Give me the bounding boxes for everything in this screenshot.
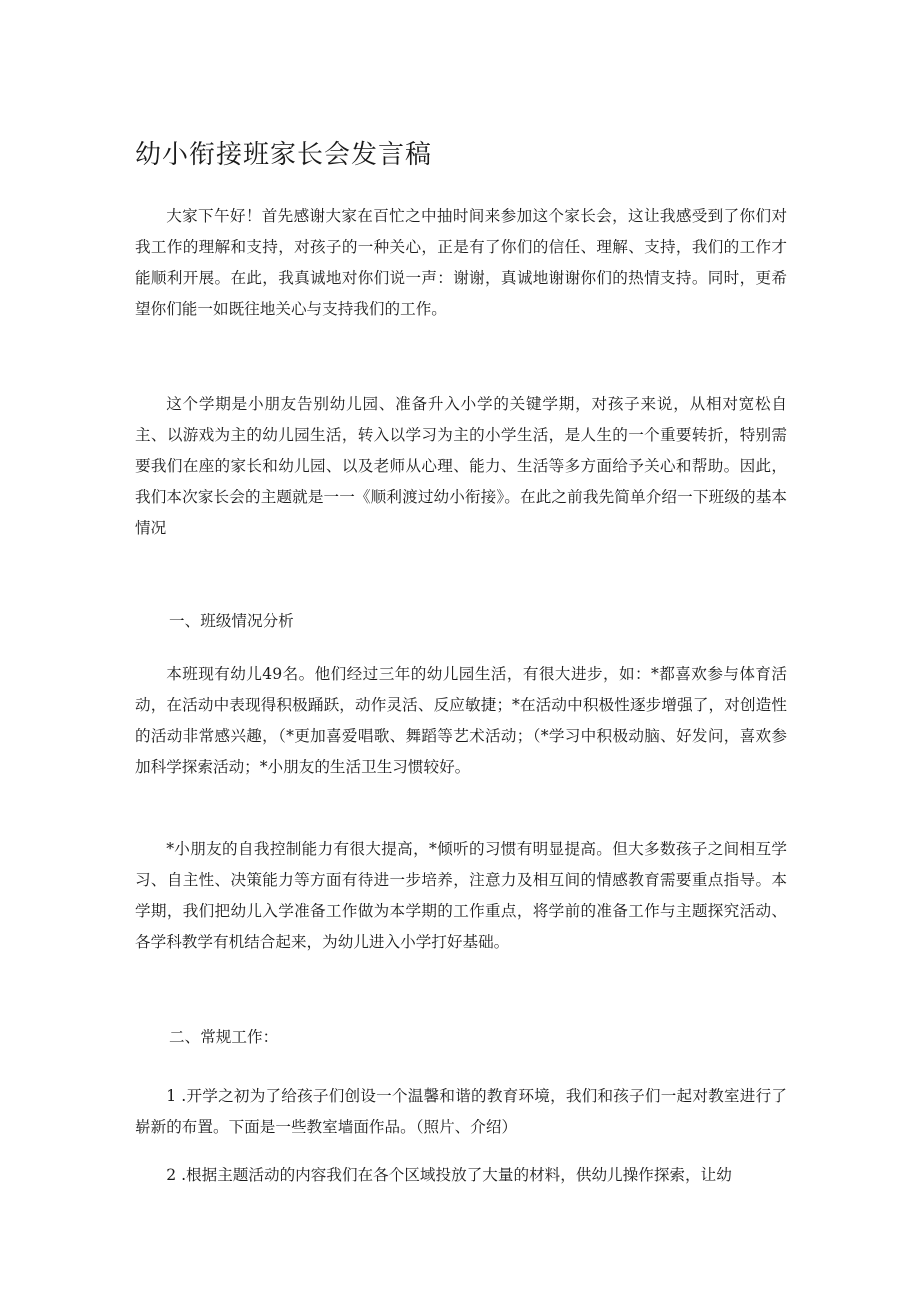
section-heading-class-analysis: 一、班级情况分析 bbox=[169, 612, 294, 630]
paragraph-item-2: 2 .根据主题活动的内容我们在各个区域投放了大量的材料，供幼儿操作探索，让幼 bbox=[166, 1166, 732, 1184]
paragraph-class-progress: 本班现有幼儿49名。他们经过三年的幼儿园生活，有很大进步，如：*都喜欢参与体育活动，在活动中表现得积极踊跃，动作灵活、反应敏捷；*在活动中积极性逐步增强了，对创造性的活动非常感兴趣，（*更加喜爱唱歌、舞蹈等艺术活动；（*学习中积极动脑、好发问，喜欢参加科学探索活动；*小朋友的生活卫生习惯较好。 bbox=[135, 665, 787, 776]
paragraph-semester-intro: 这个学期是小朋友告别幼儿园、准备升入小学的关键学期，对孩子来说，从相对宽松自主、以游戏为主的幼儿园生活，转入以学习为主的小学生活，是人生的一个重要转折，特别需要我们在座的家长和幼儿园、以及老师从心理、能力、生活等多方面给予关心和帮助。因此，我们本次家长会的主题就是一一《顺利渡过幼小衔接》。在此之前我先简单介绍一下班级的基本情况 bbox=[135, 395, 787, 537]
paragraph-greeting: 大家下午好！首先感谢大家在百忙之中抽时间来参加这个家长会，这让我感受到了你们对我工作的理解和支持，对孩子的一种关心，正是有了你们的信任、理解、支持，我们的工作才能顺利开展。在此，我真诚地对你们说一声：谢谢，真诚地谢谢你们的热情支持。同时，更希望你们能一如既往地关心与支持我们的工作。 bbox=[135, 207, 787, 318]
document-title: 幼小衔接班家长会发言稿 bbox=[135, 140, 433, 170]
paragraph-item-1: 1 .开学之初为了给孩子们创设一个温馨和谐的教育环境，我们和孩子们一起对教室进行了崭新的布置。下面是一些教室墙面作品。（照片、介绍） bbox=[135, 1087, 787, 1136]
paragraph-self-control: *小朋友的自我控制能力有很大提高，*倾听的习惯有明显提高。但大多数孩子之间相互学习、自主性、决策能力等方面有待进一步培养，注意力及相互间的情感教育需要重点指导。本学期，我们把幼儿入学准备工作做为本学期的工作重点，将学前的准备工作与主题探究活动、各学科教学有机结合起来，为幼儿进入小学打好基础。 bbox=[135, 840, 787, 951]
section-heading-routine-work: 二、常规工作： bbox=[169, 1028, 279, 1046]
